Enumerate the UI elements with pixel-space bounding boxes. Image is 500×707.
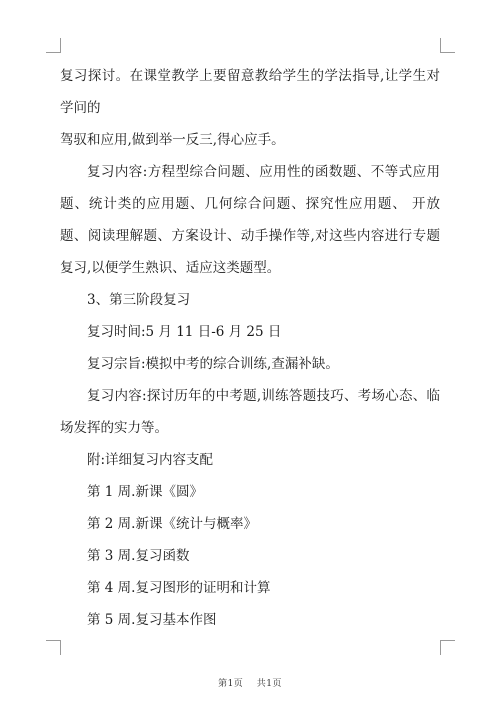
review-content: 复习内容:探讨历年的中考题,训练答题技巧、考场心态、临场发挥的实力等。 [60, 388, 440, 436]
page-footer [0, 676, 500, 689]
week-item-1: 第 1 周.新课《圆》 [87, 484, 203, 500]
appendix-title: 附:详细复习内容支配 [87, 452, 214, 468]
crop-mark-top-left [46, 38, 61, 53]
page-total: 共1页 [256, 679, 282, 689]
review-purpose: 复习宗旨:模拟中考的综合训练,查漏补缺。 [87, 356, 339, 372]
page-number: 第1页 [218, 679, 244, 689]
week-item-5: 第 5 周.复习基本作图 [87, 612, 217, 628]
week-item-2: 第 2 周.新课《统计与概率》 [87, 516, 257, 532]
paragraph-review-content-topics: 复习内容:方程型综合问题、应用性的函数题、不等式应用题、统计类的应用题、几何综合问题、探究性应用题、 开放题、阅读理解题、方案设计、动手操作等,对这些内容进行专题复习,以便学生熟识、适应这类题型。 [60, 164, 440, 276]
review-time: 复习时间:5 月 11 日-6 月 25 日 [87, 324, 282, 340]
text-line-2: 驾驭和应用,做到举一反三,得心应手。 [60, 132, 285, 148]
crop-mark-bottom-right [440, 640, 455, 655]
crop-mark-top-right [440, 38, 455, 53]
text-line-1: 复习探讨。在课堂教学上要留意教给学生的学法指导,让学生对学问的 [60, 68, 440, 116]
week-item-4: 第 4 周.复习图形的证明和计算 [87, 580, 271, 596]
document-body [60, 60, 440, 636]
week-item-3: 第 3 周.复习函数 [87, 548, 190, 564]
crop-mark-bottom-left [46, 640, 61, 655]
section-3-title: 3、第三阶段复习 [87, 292, 191, 308]
